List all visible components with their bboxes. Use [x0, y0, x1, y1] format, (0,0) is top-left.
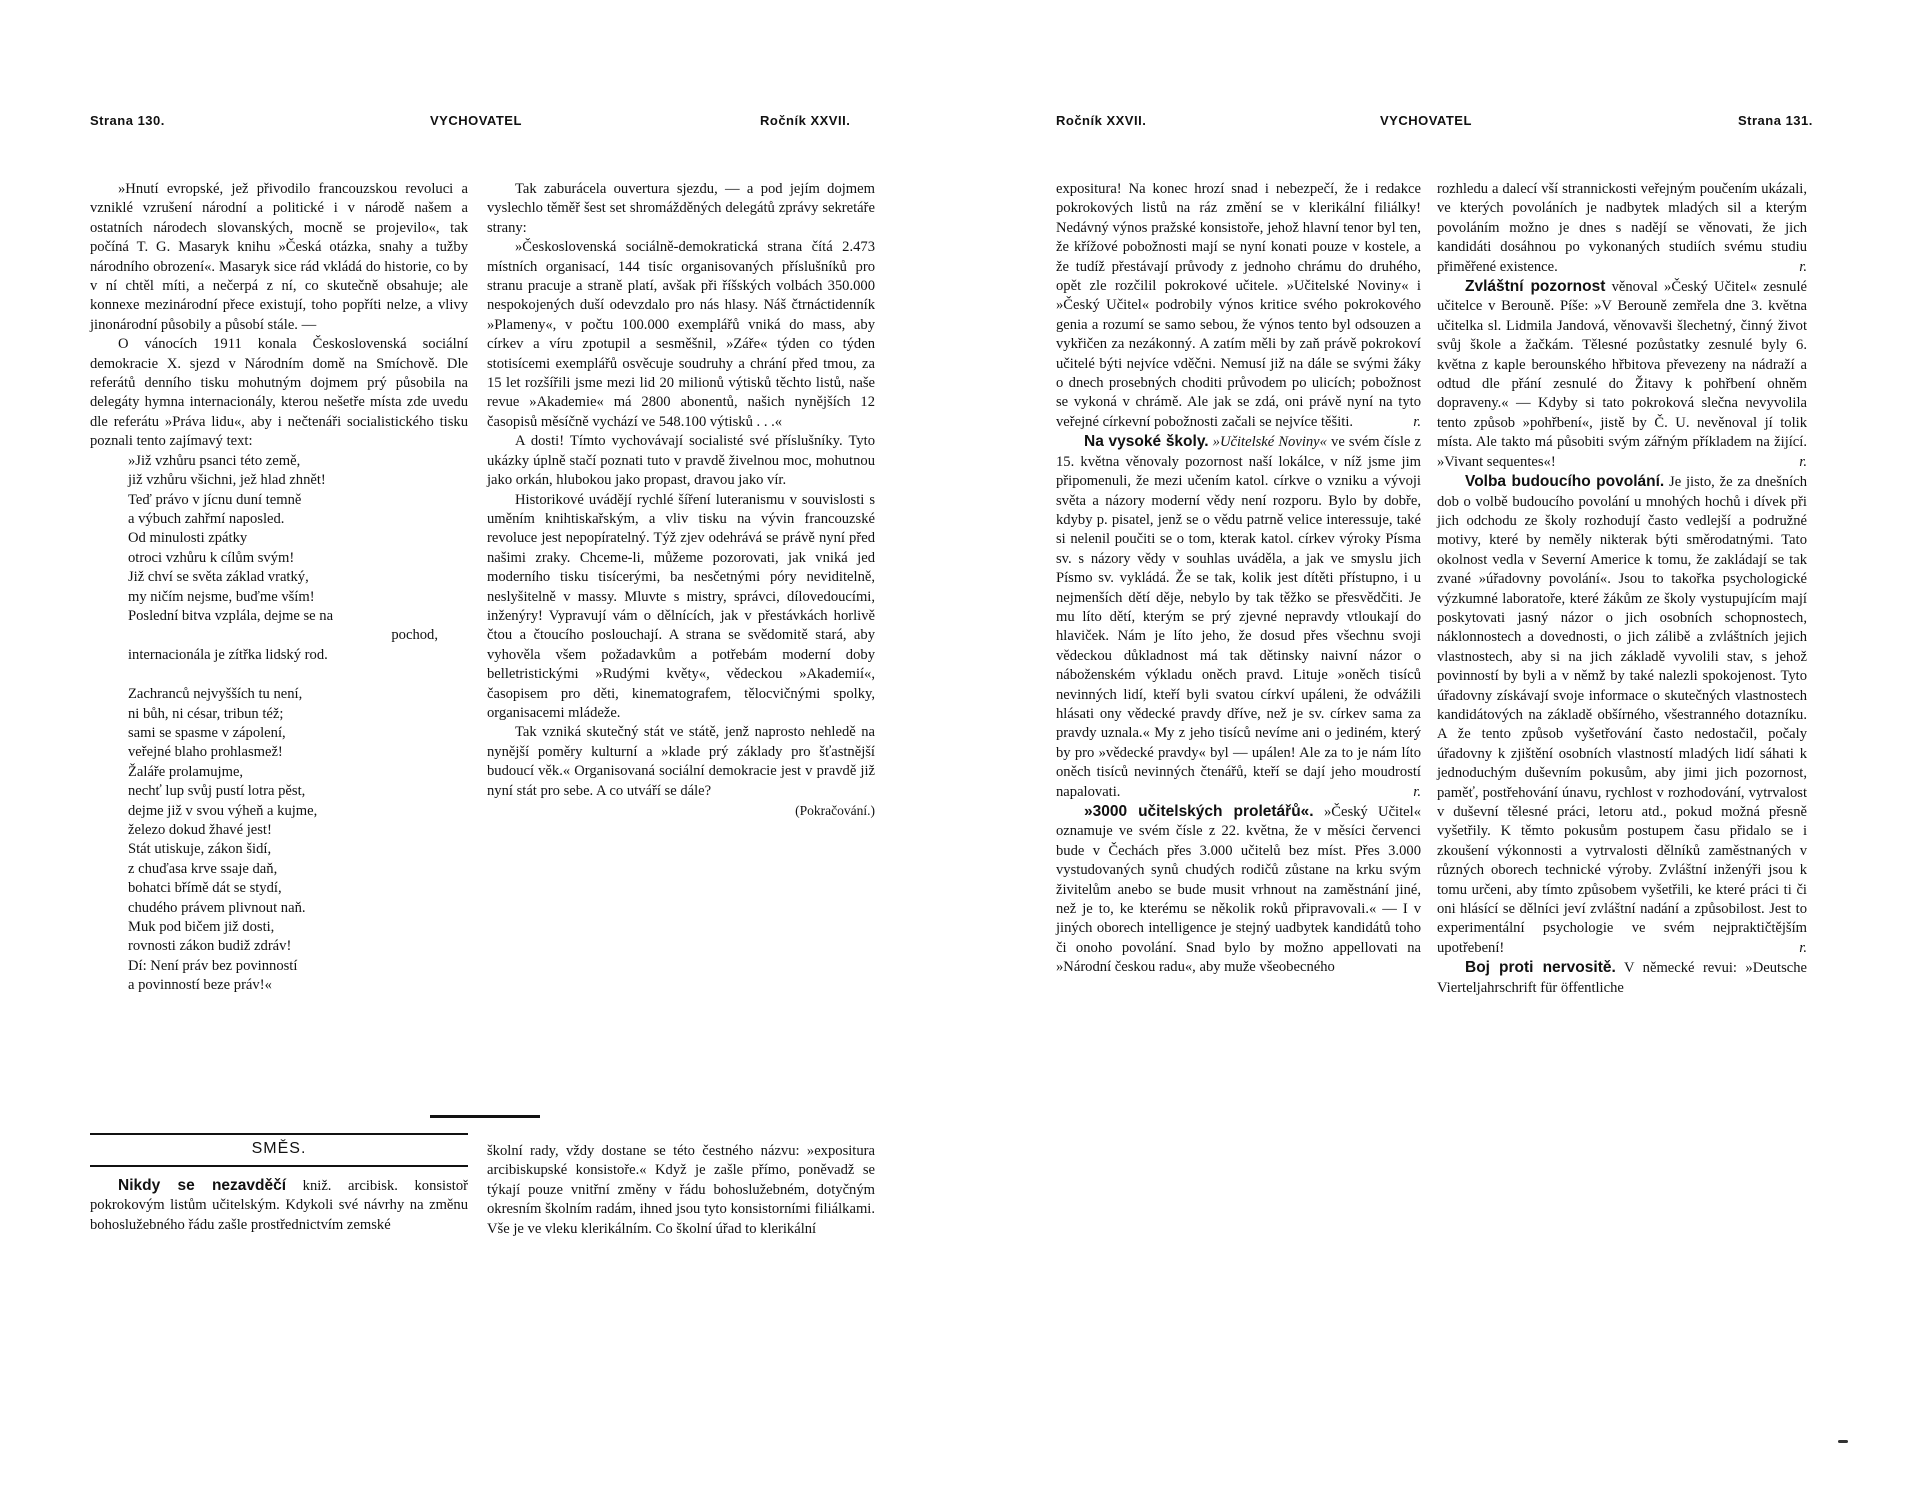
- right-journal-title: VYCHOVATEL: [1380, 113, 1472, 128]
- left-column-2: [487, 180, 875, 820]
- paragraph: [1437, 472, 1807, 958]
- article-heading: Zvláštní pozornost: [1465, 278, 1606, 296]
- poem-line: pochod,: [391, 627, 438, 644]
- article-text: kniž. arcibisk. konsistoř pokrokovým listům učitelským. Kdykoli své návrhy na změnu bohoslužebného řádu zašle prostřednictvím zemské: [90, 1178, 468, 1233]
- poem-line: a výbuch zahřmí naposled.: [128, 510, 285, 527]
- left-page: [0, 0, 950, 1501]
- poem-line: veřejné blaho prohlasmež!: [128, 744, 283, 761]
- poem-line: nechť lup svůj pustí lotra pěst,: [128, 783, 306, 800]
- article-source: »Učitelské Noviny«: [1212, 434, 1327, 451]
- left-journal-title: VYCHOVATEL: [430, 113, 522, 128]
- paragraph: »Československá sociálně-demokratická strana čítá 2.473 místních organisací, 144 tisíc organisovaných příslušníků pro stranu pracuje a straně platí, avšak při říšských volbách 350.000 nespokojených duší odevzdalo pro nás hlasy. Náš čtrnáctidenník »Plameny«, v počtu 100.000 exemplářů vniká do mass, aby církev a víru zpotupil a sesměšnil, »Záře« týden co týden stotisícemi exemplářů osvěcuje soudruhy a chrání před tmou, za 15 let rozšířili jsme mezi lid 20 milionů výtisků těchto listů, naše revue »Akademie« má 2800 abonentů, našich nynějších 12 časopisů měsíčně vychází ve 548.100 výtisků . . .«: [487, 239, 875, 430]
- paragraph: [1437, 958, 1807, 998]
- paragraph: [1437, 180, 1807, 277]
- paragraph: [1056, 432, 1421, 802]
- right-column-2: [1437, 180, 1807, 998]
- article-heading: Boj proti nervositě.: [1465, 959, 1616, 977]
- poem-line: Muk pod bičem již dosti,: [128, 919, 275, 936]
- paragraph: školní rady, vždy dostane se této čestného názvu: »expositura arcibiskupské konsistoře.« Když je zašle přímo, poněvadž se týkají pouze vnitřní změny v řádu bohoslužebném, dotyčným okresním školním radám, ihned jsou tyto konsistorními filiálkami. Vše je ve vleku klerikálním. Co školní úřad to klerikální: [487, 1143, 875, 1237]
- left-column-2-continued: [487, 1142, 875, 1239]
- continued-note: (Pokračování.): [795, 803, 875, 818]
- author-signature: r.: [1799, 453, 1807, 470]
- poem-line: Žaláře prolamujme,: [128, 763, 244, 780]
- paragraph: O vánocích 1911 konala Československá sociální demokracie X. sjezd v Národním domě na Smíchově. Dle referátů denního tisku mohutným dojmem prý působila na delegáty hymna internacionály, kterou nešetře místa zde uvedu dle referátu »Práva lidu«, aby i nečtenáři socialistického tisku poznali tento zajímavý text:: [90, 336, 468, 450]
- article-heading: Nikdy se nezavděčí: [118, 1177, 287, 1194]
- poem-line: dejme již v svou výheň a kujme,: [128, 802, 318, 819]
- scan-artifact: [1838, 1440, 1848, 1443]
- poem-line: bohatci břímě dát se stydí,: [128, 880, 282, 897]
- smes-column: [90, 1176, 468, 1235]
- poem-line: Zachranců nejvyšších tu není,: [128, 686, 303, 703]
- article-heading: Volba budoucího povolání.: [1465, 473, 1665, 491]
- paragraph: Tak zaburácela ouvertura sjezdu, — a pod jejím dojmem vyslechlo těměř šest set shromážděných delegátů zprávy sekretáře strany:: [487, 181, 875, 236]
- author-signature: r.: [1413, 783, 1421, 800]
- left-volume: Ročník XXVII.: [760, 113, 851, 128]
- poem-line: železo dokud žhavé jest!: [128, 822, 272, 838]
- paragraph-text: V německé revui: »Deutsche Vierteljahrschrift für öffentliche: [1437, 960, 1808, 996]
- paragraph: A dosti! Tímto vychovávají socialisté své příslušníky. Tyto ukázky úplně stačí poznati tuto v pravdě živelnou moc, mohutnou jako orkán, hlubokou jako propast, dravou jako vír.: [487, 433, 875, 489]
- paragraph: [1056, 180, 1421, 432]
- left-page-number: Strana 130.: [90, 113, 165, 128]
- poem-line: Poslední bitva vzplála, dejme se na: [128, 607, 334, 624]
- section-divider: [430, 1115, 540, 1118]
- paragraph-text: věnoval »Český Učitel« zesnulé učitelce v Berouně. Píše: »V Berouně zemřela dne 3. května učitelka sl. Lidmila Jandová, věnovavši šlechetný, činný život svůj škole a žačkám. Tělesné pozůstatky zesnulé byly 6. května z kaple berounského hřbitova převezeny na nádraží a odtud dle přání zesnulé do Žitavy k pohřbení ohněm dopraveny.« — Kdyby si tato pokroková slečna nevyvolila tento způsob »pohřbení«, jistě by Č. U. nevěnoval jí tolik místa. Ale takto má působiti svým zářným příkladem na žijící. »Vivant sequentes«!: [1437, 279, 1807, 470]
- poem-line: chudého právem plivnout naň.: [128, 899, 306, 916]
- poem-line: »Již vzhůru psanci této země,: [128, 452, 301, 469]
- smes-rule-bottom: [90, 1165, 468, 1167]
- left-column-1: [90, 180, 468, 996]
- paragraph-text: Je jisto, že za dnešních dob o volbě budoucího povolání u mnohých hochů i dívek při jich odchodu ze školy rozhodují často vedlejší a podružné motivy, které by neměly nikterak býti směrodatnými. Tato okolnost vedla v Severní Americe k tomu, že zakládají se tak zvané »úřadovny povolání«. Jsou to takořka psychologické výzkumné laboratoře, které žákům ze školy vystupujícím mají poskytovati jasný názor o jich osobních schopnostech, náklonnostech a dovednosti, o jich zálibě a zvláštních jejich vlastnostech, aby si na jich základě vyvolili stav, s jehož povinností by byli a v němž by také nalezli spokojenost. Tyto úřadovny získávají svoje informace o skutečných vlastnostech kandidátových na základě obšírného, všestranného dotazníku. A že tento způsob vyšetřování často nedostačil, počaly úřadovny k zjištění osobních vlastností mladých lidí sáhati k jednoduchým duševním pokusům, aby jimi jich pozornost, paměť, postřehování únavu, rychlost v rozhodování, vytrvalost v duševní tělesné práci, letoru atd., pokud možná přesně vyšetřily. K těmto pokusům postupem času přidalo se i zkoušení výkonnosti a vytrvalosti dělníků zaměstnaných v různých oborech technické výroby. Zvláštní inženýři jsou k tomu určeni, aby tímto způsobem vyšetřili, ke které práci ti či oni hlásící se dělníci jeví zvláštní nadání a způsobilost. Jest to experimentální psychologie ve svém nejpraktičtějším upotřebení!: [1437, 474, 1807, 956]
- author-signature: r.: [1413, 413, 1421, 430]
- poem-line: již vzhůru všichni, jež hlad zhnět!: [128, 472, 326, 489]
- poem-line: otroci vzhůru k cílům svým!: [128, 549, 295, 566]
- article-heading: Na vysoké školy.: [1084, 433, 1209, 451]
- right-page: [953, 0, 1906, 1501]
- poem-line: Dí: Není práv bez povinností: [128, 957, 298, 974]
- paragraph: Tak vzniká skutečný stát ve státě, jenž naprosto nehledě na nynější poměry kulturní a »klade prý základy pro šťastnější budoucí věk.« Organisovaná sociální demokracie jest v pravdě již nyní stát pro sebe. A co utváří se dále?: [487, 724, 875, 799]
- paragraph-text: rozhledu a dalecí vší strannickosti veřejným poučením ukázali, ve kterých povoláních je nadbytek mladých sil a kterým povoláním možno je dnes s nadějí se věnovati, že jich kandidáti dosáhnou po vykonaných studiích svému studiu přiměřené existence.: [1437, 181, 1807, 275]
- article-heading: »3000 učitelských proletářů«.: [1084, 803, 1314, 820]
- right-volume: Ročník XXVII.: [1056, 113, 1147, 128]
- paragraph: Historikové uvádějí rychlé šíření luteranismu v souvislosti s uměním knihtiskařským, a vliv tisku na vývin francouzské revoluce jest nepopíratelný. Týž zjev odehrává se právě nyní před našimi zraky. Chceme-li, můžeme pozorovati, jak vniká jed moderního tisku tisícerými, ba nesčetnými póry neviditelně, neslyšitelně v massy. Mluvte s mistry, správci, dílovedoucími, inženýry! Vypravují vám o dělnících, jak v přestávkách horlivě čtou a čtoucího poslouchají. A strana se svědomitě stará, aby vyhověla všem požadavkům a potřebám moderní doby belletristickými »Rudými květy«, vědeckou »Akademií«, časopisem pro děti, kinematografem, tělocvičnými spolky, organisacemi mládeže.: [487, 491, 875, 721]
- section-title: SMĚS.: [251, 1140, 307, 1157]
- poem-line: ni bůh, ni césar, tribun též;: [128, 705, 284, 722]
- poem-line: a povinností beze práv!«: [128, 977, 272, 994]
- author-signature: r.: [1799, 258, 1807, 275]
- poem-line: Teď právo v jícnu duní temně: [128, 491, 302, 508]
- poem-line: Již chví se světa základ vratký,: [128, 569, 309, 586]
- right-column-1: [1056, 180, 1421, 978]
- poem-line: Stát utiskuje, zákon šidí,: [128, 841, 272, 858]
- poem-line: internacionála je zítřka lidský rod.: [128, 646, 328, 663]
- smes-rule-top: [90, 1133, 468, 1135]
- poem-line: sami se spasme v zápolení,: [128, 724, 286, 741]
- poem-line: Od minulosti zpátky: [128, 530, 248, 547]
- paragraph-text: expositura! Na konec hrozí snad i nebezpečí, že i redakce pokrokových listů na ráz změní se v klerikální filiálky! Nedávný výnos pražské konsistoře, jehož hlavní tenor byl ten, že křížové pobožnosti mají se nyní konati pouze v kostele, a že tudíž přestávají průvody z jednoho chrámu do druhého, opět zle rozčilil pokrokové učitele. »Učitelské Noviny« i »Český Učitel« podrobily výnos kritice svého pokrokového genia a rozumí se samo sebou, že výnos tento byl odsouzen a vykřičen za nezákonný. A zatím měli by zaň právě pokrokoví učitelé býti nejvíce vděčni. Nemusí již na dále se svými žáky o dnech prosebných choditi průvodem po ulicích; pobožnost se vykoná v chrámě. Ale jak se zdá, oni právě nyní na tyto veřejné církevní pobožnosti začali se nejvíce těšiti.: [1056, 181, 1421, 430]
- paragraph-text: ve svém čísle z 15. května věnovaly pozornost naší lokálce, v níž jsme jim připomenuli, že mezi učením katol. církve o vzniku a vývoji světa a názory moderní vědy není rozporu. Bylo by dobře, kdyby p. pisatel, jenž se o vědu patrně velice interessuje, také si nelenil poučiti se o tom, kterak katol. církev výroky Písma sv. s názory vědy v souhlas uváděla, a jak ve smyslu jich Písmo sv. vykládá. Že se tak, kolik jest dítěti přístupno, i u nejmenších dětí děje, nebylo by tak těžko se přesvědčiti. Je mu líto dětí, kterým se prý zjevné nepravdy vtloukají do hlaviček. Nám je líto jeho, že dosud přes všechnu svoji vědeckou důkladnost má tak dětinsky naivní názor o náboženském výkladu oněch pravd. Lituje »oněch tisíců nevinných lidí, kteří byli svatou církví upáleni, že odvážili hlásati ony vědecké pravdy dříve, než je sv. církev sama za pravdy uznala.« My z jeho tisíců nevíme ani o jediném, který by pro »vědecké pravdy« byl — upálen! Ale za to je nám líto oněch tisíců nevinných čtenářů, kteří se dají jeho moudrostí napalovati.: [1056, 434, 1421, 800]
- poem: [128, 452, 468, 996]
- right-page-number: Strana 131.: [1738, 113, 1813, 128]
- poem-line: rovnosti zákon budiž zdráv!: [128, 938, 292, 955]
- paragraph: »Hnutí evropské, jež přivodilo francouzskou revoluci a vzniklé vzrušení národní a politické i v národě našem a ostatních národech slovanských, mocně se projevilo«, tak počíná T. G. Masaryk knihu »Česká otázka, snahy a tužby národního obrození«. Masaryk sice rád vkládá do historie, co by v ní chtěl míti, a nečerpá z ní, co skutečně obsahuje; ale konnexe mezinárodní přece existují, toho popříti nelze, a vlivy jinonárodní působily a působí stále. —: [90, 181, 468, 333]
- poem-line: my ničím nejsme, buďme vším!: [128, 588, 315, 605]
- paragraph: [1056, 802, 1421, 978]
- poem-line: z chuďasa krve ssaje daň,: [128, 860, 278, 877]
- author-signature: r.: [1799, 939, 1807, 956]
- paragraph: [1437, 277, 1807, 472]
- paragraph-text: »Český Učitel« oznamuje ve svém čísle z 22. května, že v měsíci červenci bude v Čechách přes 3.000 učitelů bez míst. Přes 3.000 vystudovaných synů chudých rodičů zůstane na krku svým živitelům anebo se bude musit vrhnout na zaměstnání jiné, než je to, ke kterému se několik roků připravovali.« — I v jiných oborech intelligence je stejný uadbytek kandidátů toho či onoho povolání. Snad bylo by možno appellovati na »Národní českou radu«, aby muže všeobecného: [1056, 804, 1421, 976]
